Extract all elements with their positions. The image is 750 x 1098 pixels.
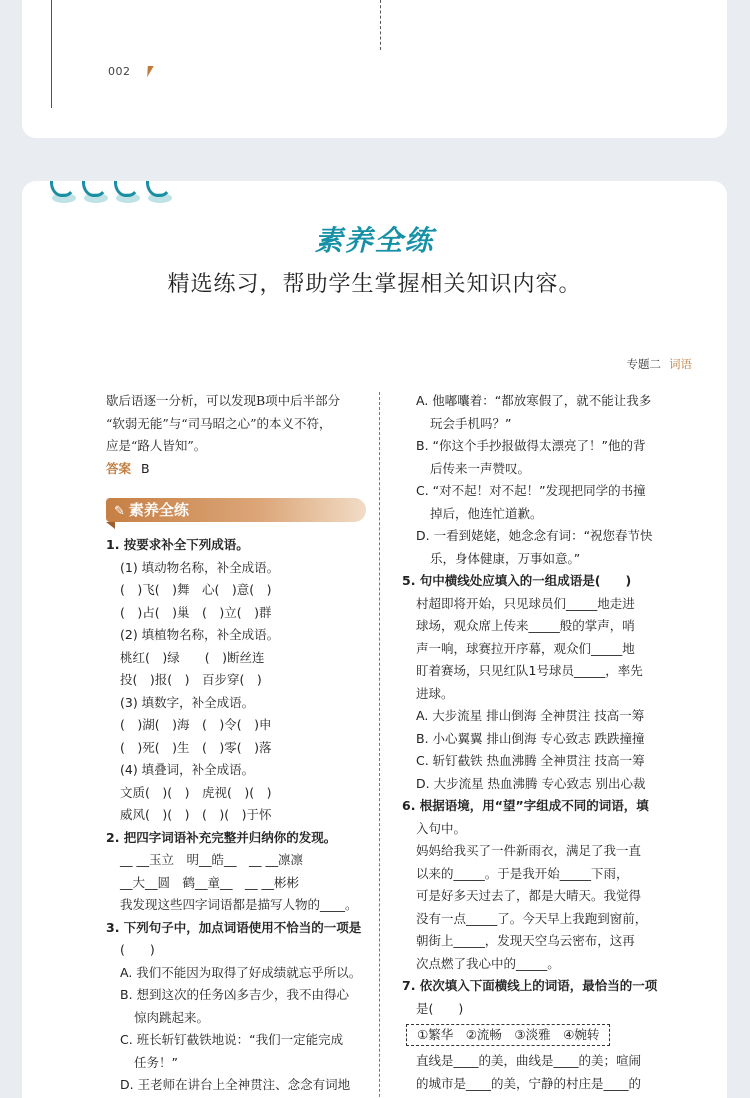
column-divider-top bbox=[380, 0, 381, 50]
previous-page-card bbox=[22, 0, 727, 138]
question-stem: 7. 依次填入下面横线上的词语，最恰当的一项 bbox=[402, 978, 658, 993]
question-line: ( )死( )生 ( )零( )落 bbox=[120, 739, 272, 755]
question-line: 入句中。 bbox=[416, 820, 467, 836]
left-column bbox=[106, 390, 368, 1097]
question-line: D. 王老师在讲台上全神贯注、念念有词地 bbox=[120, 1077, 351, 1092]
section-title: 素养全练 bbox=[314, 224, 435, 257]
page-marker-icon bbox=[144, 66, 154, 77]
question-line: ( )湖( )海 ( )令( )申 bbox=[120, 717, 272, 732]
right-question-list bbox=[402, 390, 658, 1020]
prev-answer-line: 歇后语逐一分析，可以发现B项中后半部分 bbox=[106, 393, 341, 408]
question-line: C. “对不起！对不起！”发现把同学的书撞 bbox=[416, 483, 646, 498]
question-line: 后传来一声赞叹。 bbox=[430, 460, 531, 476]
question-line: 进球。 bbox=[416, 685, 454, 701]
pencil-icon: ✎ bbox=[114, 504, 125, 519]
question-line: 直线是____的美，曲线是____的美；喧闹 bbox=[416, 1053, 642, 1068]
question-line: 以来的_____。于是我开始_____下雨， bbox=[416, 865, 629, 881]
question-line: __大__圆 鹤__童__ __ __彬彬 bbox=[120, 874, 299, 890]
question-line: B. “你这个手抄报做得太漂亮了！”他的背 bbox=[416, 438, 646, 453]
document-page bbox=[56, 338, 696, 1098]
question-line: 次点燃了我心中的_____。 bbox=[416, 955, 560, 971]
column-divider bbox=[379, 392, 380, 1098]
answer-value: B bbox=[141, 460, 150, 476]
question-line: B. 想到这次的任务凶多吉少，我不由得心 bbox=[120, 987, 350, 1002]
option-box: ①繁华 ②流畅 ③淡雅 ④婉转 bbox=[406, 1024, 610, 1046]
right-tail-list bbox=[402, 1050, 654, 1095]
page-margin-line bbox=[51, 0, 52, 108]
question-line: A. 我们不能因为取得了好成绩就忘乎所以。 bbox=[120, 964, 362, 980]
question-line: 文质( )( ) 虎视( )( ) bbox=[120, 784, 272, 800]
question-line: ( ) bbox=[120, 942, 155, 957]
section-subtitle: 精选练习，帮助学生掌握相关知识内容。 bbox=[167, 272, 582, 297]
question-stem: 3. 下列句子中，加点词语使用不恰当的一项是 bbox=[106, 919, 362, 935]
question-stem: 2. 把四字词语补充完整并归纳你的发现。 bbox=[106, 829, 337, 845]
question-line: 惊肉跳起来。 bbox=[134, 1009, 210, 1025]
question-line: 声一响，球赛拉开序幕，观众们_____地 bbox=[416, 640, 635, 656]
question-line: C. 斩钉截铁 热血沸腾 全神贯注 技高一筹 bbox=[416, 753, 645, 768]
question-line: B. 小心翼翼 排山倒海 专心致志 跌跌撞撞 bbox=[416, 730, 645, 746]
right-column bbox=[402, 390, 658, 1095]
question-stem: 1. 按要求补全下列成语。 bbox=[106, 537, 249, 552]
answer-row bbox=[106, 458, 368, 481]
question-line: 的城市是____的美，宁静的村庄是____的 bbox=[416, 1075, 642, 1091]
page-number: 002 bbox=[108, 65, 131, 78]
prev-answer-line: 应是“路人皆知”。 bbox=[106, 438, 207, 453]
question-line: 我发现这些四字词语都是描写人物的____。 bbox=[120, 897, 358, 912]
banner-label: 素养全练 bbox=[128, 501, 189, 519]
question-line: 投( )报( ) 百步穿( ) bbox=[120, 672, 262, 687]
question-line: A. 大步流星 排山倒海 全神贯注 技高一筹 bbox=[416, 708, 645, 723]
question-line: (2) 填植物名称，补全成语。 bbox=[120, 627, 280, 642]
question-stem: 6. 根据语境，用“望”字组成不同的词语，填 bbox=[402, 798, 649, 813]
question-line: A. 他嘟囔着：“都放寒假了，就不能让我多 bbox=[416, 393, 652, 408]
topic-tag: 词语 bbox=[669, 357, 692, 371]
question-line: 村超即将开始，只见球员们_____地走进 bbox=[416, 595, 635, 611]
question-line: 任务！” bbox=[134, 1054, 178, 1070]
answer-label: 答案 bbox=[106, 460, 132, 476]
question-line: 球场，观众席上传来_____般的掌声，哨 bbox=[416, 618, 635, 633]
question-line: 是( ) bbox=[416, 1000, 464, 1016]
question-line: 掉后，他连忙道歉。 bbox=[430, 505, 543, 521]
topic-header bbox=[627, 356, 693, 372]
binder-rings-icon bbox=[50, 181, 180, 211]
question-line: 威风( )( ) ( )( )于怀 bbox=[120, 807, 272, 822]
question-line: 桃红( )绿 ( )断丝连 bbox=[120, 649, 265, 665]
question-line: C. 班长斩钉截铁地说：“我们一定能完成 bbox=[120, 1032, 344, 1047]
question-line: (4) 填叠词，补全成语。 bbox=[120, 762, 255, 777]
question-line: ( )飞( )舞 心( )意( ) bbox=[120, 582, 272, 597]
practice-banner bbox=[106, 498, 366, 522]
question-line: D. 大步流星 热血沸腾 专心致志 别出心裁 bbox=[416, 775, 646, 791]
question-line: ( )占( )巢 ( )立( )群 bbox=[120, 604, 272, 620]
question-line: D. 一看到姥姥，她念念有词：“祝您春节快 bbox=[416, 528, 653, 543]
question-line: 妈妈给我买了一件新雨衣，满足了我一直 bbox=[416, 843, 642, 858]
question-stem: 5. 句中横线处应填入的一组成语是( ) bbox=[402, 573, 632, 588]
question-line: 乐，身体健康，万事如意。” bbox=[430, 550, 581, 566]
question-line: 朝街上_____，发现天空乌云密布，这再 bbox=[416, 933, 635, 948]
question-line: 盯着赛场，只见红队1号球员_____，率先 bbox=[416, 663, 643, 678]
question-line: (1) 填动物名称，补全成语。 bbox=[120, 559, 280, 575]
question-line: 玩会手机吗？” bbox=[430, 415, 512, 431]
question-line: (3) 填数字，补全成语。 bbox=[120, 694, 255, 710]
section-card bbox=[22, 181, 727, 1098]
question-line: 可是好多天过去了，都是大晴天。我觉得 bbox=[416, 888, 642, 903]
prev-answer-line: “软弱无能”与“司马昭之心”的本义不符， bbox=[106, 415, 332, 431]
question-line: 没有一点_____了。今天早上我跑到窗前， bbox=[416, 910, 648, 926]
question-line: __ __玉立 明__皓__ __ __凛凛 bbox=[120, 852, 303, 867]
left-question-list bbox=[106, 534, 368, 1097]
topic-label: 专题二 bbox=[626, 357, 661, 371]
